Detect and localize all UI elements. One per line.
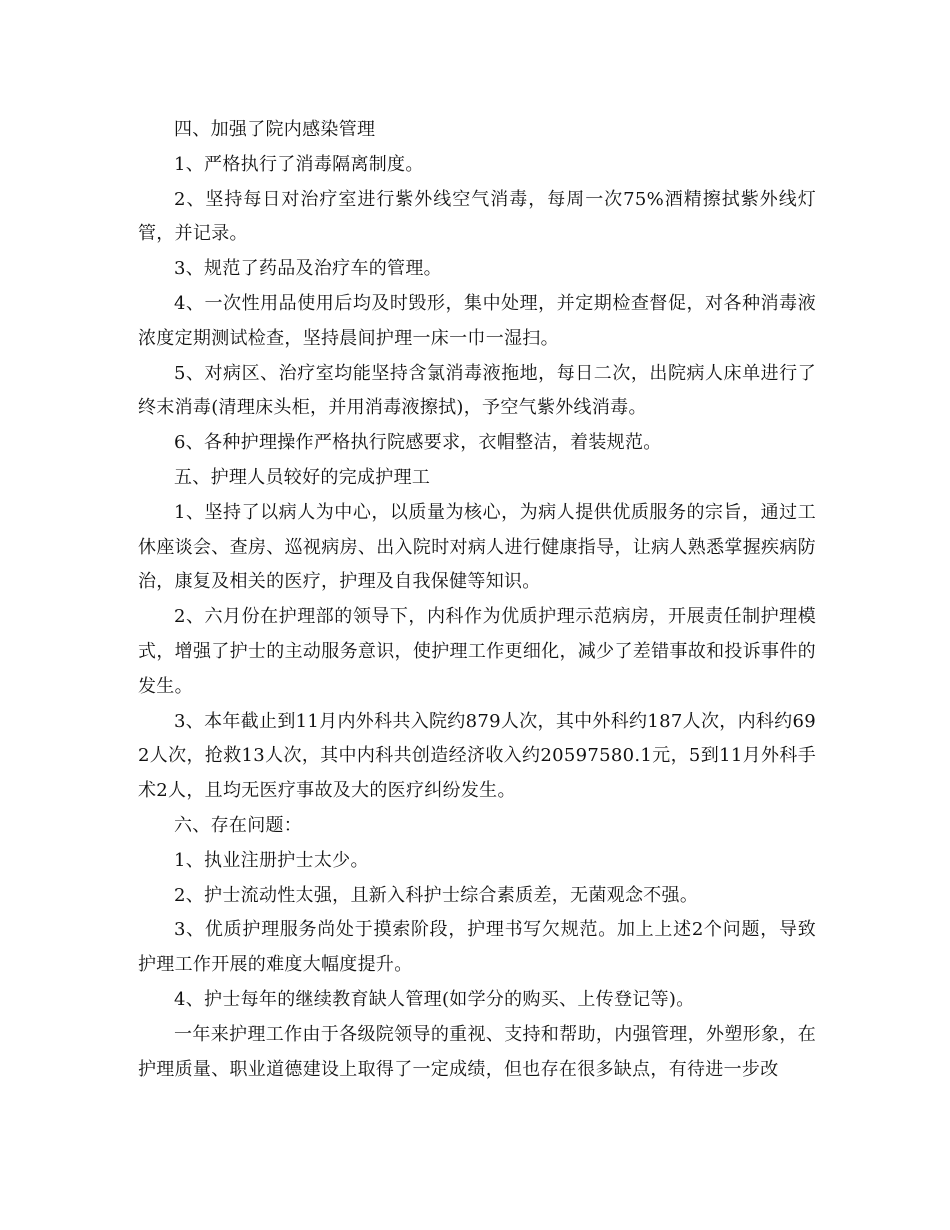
paragraph: 5、对病区、治疗室均能坚持含氯消毒液拖地，每日二次，出院病人床单进行了终末消毒(清理床头柜，并用消毒液擦拭)，予空气紫外线消毒。 <box>138 362 816 419</box>
paragraph: 3、本年截止到11月内外科共入院约879人次，其中外科约187人次，内科约692人次，抢救13人次，其中内科共创造经济收入约20597580.1元，5到11月外科手术2人，且均无医疗事故及大的医疗纠纷发生。 <box>138 710 816 802</box>
paragraph: 4、护士每年的继续教育缺人管理(如学分的购买、上传登记等)。 <box>174 988 695 1010</box>
section-heading-problems: 六、存在问题： <box>174 814 303 836</box>
section-heading-infection-control: 四、加强了院内感染管理 <box>174 119 376 140</box>
paragraph: 4、一次性用品使用后均及时毁形，集中处理，并定期检查督促，对各种消毒液浓度定期测试检查，坚持晨间护理一床一巾一湿扫。 <box>138 292 816 349</box>
paragraph: 2、六月份在护理部的领导下，内科作为优质护理示范病房，开展责任制护理模式，增强了护士的主动服务意识，使护理工作更细化，减少了差错事故和投诉事件的发生。 <box>138 606 816 697</box>
paragraph: 6、各种护理操作严格执行院感要求，衣帽整洁，着装规范。 <box>174 432 662 454</box>
paragraph: 3、规范了药品及治疗车的管理。 <box>174 258 442 280</box>
paragraph: 1、执业注册护士太少。 <box>174 849 369 871</box>
paragraph: 1、严格执行了消毒隔离制度。 <box>174 153 424 175</box>
paragraph-summary: 一年来护理工作由于各级院领导的重视、支持和帮助，内强管理，外塑形象，在护理质量、职业道德建设上取得了一定成绩，但也存在很多缺点，有待进一步改 <box>138 1023 816 1080</box>
paragraph: 3、优质护理服务尚处于摸索阶段，护理书写欠规范。加上上述2个问题，导致护理工作开展的难度大幅度提升。 <box>138 919 816 976</box>
paragraph: 2、坚持每日对治疗室进行紫外线空气消毒，每周一次75%酒精擦拭紫外线灯管，并记录。 <box>138 188 816 245</box>
document-body <box>138 113 816 1087</box>
paragraph: 1、坚持了以病人为中心，以质量为核心，为病人提供优质服务的宗旨，通过工 休座谈会、查房、巡视病房、出入院时对病人进行健康指导，让病人熟悉掌握疾病防治，康复及相关的医疗，护理及自我保健等知识。 <box>138 501 816 593</box>
paragraph: 2、护士流动性太强，且新入科护士综合素质差，无菌观念不强。 <box>174 884 699 906</box>
section-heading-nursing-staff: 五、护理人员较好的完成护理工 <box>174 466 431 488</box>
